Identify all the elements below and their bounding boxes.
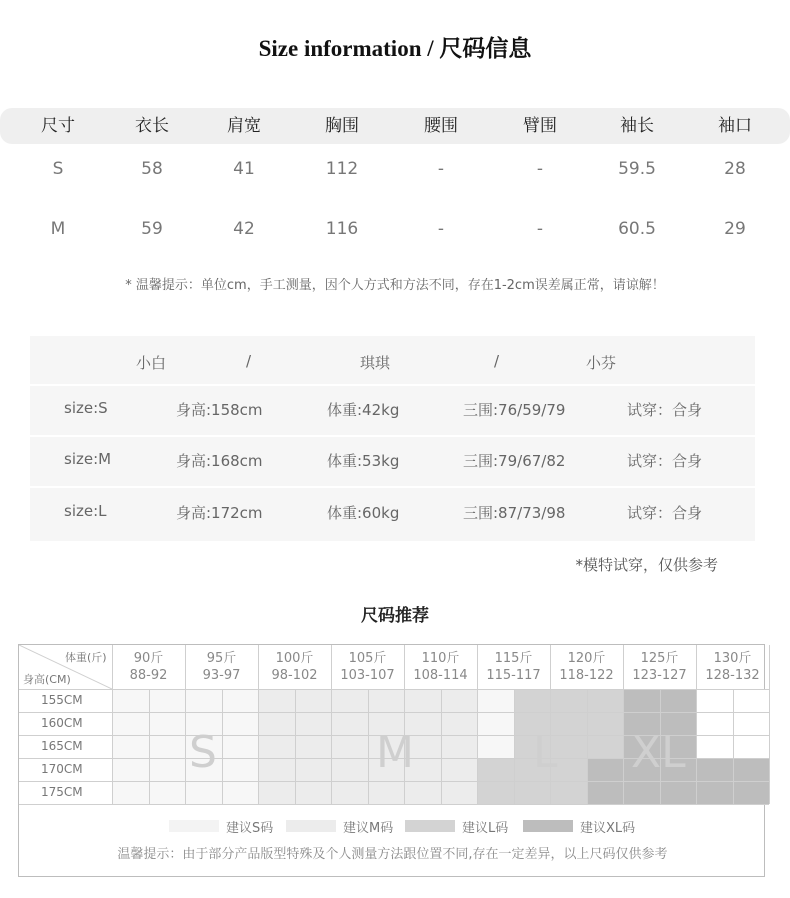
size-header-cell: 袖长 <box>620 116 654 136</box>
size-table-row <box>0 211 790 247</box>
weight-column-header <box>112 650 185 684</box>
size-header-cell: 肩宽 <box>227 116 261 136</box>
size-cell-S <box>149 689 186 712</box>
size-cell-S <box>112 735 149 758</box>
model-attribute: 三围:87/73/98 <box>463 504 566 522</box>
grid-line <box>19 712 769 713</box>
size-header-cell: 腰围 <box>424 116 458 136</box>
size-letter: M <box>376 727 414 778</box>
size-cell-M <box>258 781 295 804</box>
weight-column-header <box>477 650 550 684</box>
size-cell-M <box>295 781 332 804</box>
size-cell-M <box>258 758 295 781</box>
model-attribute: 体重:42kg <box>327 401 400 419</box>
size-cell-M <box>441 758 478 781</box>
size-cell: M <box>50 219 66 239</box>
page-title <box>0 30 790 63</box>
size-cell-M <box>258 735 295 758</box>
title-chinese: 尺码信息 <box>439 36 532 62</box>
weight-column-header <box>623 650 696 684</box>
weight-range: 93-97 <box>202 668 241 683</box>
size-cell-S <box>222 689 259 712</box>
size-cell-M <box>295 689 332 712</box>
size-cell-S <box>185 781 222 804</box>
size-cell-S <box>112 781 149 804</box>
weight-range: 128-132 <box>705 668 760 683</box>
grid-line <box>19 781 769 782</box>
size-cell: 29 <box>724 219 746 239</box>
size-cell: 59 <box>141 219 163 239</box>
weight-column-header <box>258 650 331 684</box>
size-cell-none <box>696 712 733 735</box>
size-cell-XL <box>587 758 624 781</box>
height-row-header: 160CM <box>41 716 83 730</box>
size-cell-M <box>295 758 332 781</box>
weight-range: 88-92 <box>129 668 168 683</box>
weight-range: 98-102 <box>271 668 318 683</box>
model-note: *模特试穿，仅供参考 <box>575 556 718 574</box>
size-cell-M <box>441 689 478 712</box>
size-cell-M <box>331 689 368 712</box>
height-row-header: 155CM <box>41 693 83 707</box>
size-cell-M <box>331 781 368 804</box>
model-attribute: 试穿：合身 <box>627 452 703 470</box>
size-cell-XL <box>660 781 697 804</box>
title-english: Size information / <box>258 36 440 61</box>
weight-range: 123-127 <box>632 668 687 683</box>
model-table <box>30 336 755 541</box>
size-cell-S <box>185 689 222 712</box>
size-cell-L <box>587 712 624 735</box>
legend-label: 建议M码 <box>343 821 394 836</box>
size-cell-S <box>112 758 149 781</box>
height-row-header: 175CM <box>41 785 83 799</box>
weight-label: 130斤 <box>713 651 752 666</box>
legend-swatch <box>523 820 573 832</box>
size-cell: 41 <box>233 159 255 179</box>
weight-column-header <box>550 650 623 684</box>
size-header-cell: 尺寸 <box>41 116 75 136</box>
grid-line <box>769 645 770 804</box>
model-attribute: 身高:158cm <box>176 401 263 419</box>
size-cell-XL <box>696 758 733 781</box>
size-cell-XL <box>733 781 770 804</box>
legend-label: 建议S码 <box>226 821 274 836</box>
weight-label: 120斤 <box>567 651 606 666</box>
size-cell-M <box>368 781 405 804</box>
size-cell: S <box>52 159 64 179</box>
size-cell-L <box>514 781 551 804</box>
weight-range: 115-117 <box>486 668 541 683</box>
weight-range: 108-114 <box>413 668 468 683</box>
measurement-note: * 温馨提示：单位cm，手工测量，因个人方式和方法不同，存在1-2cm误差属正常，请谅解！ <box>125 278 665 293</box>
size-cell-XL <box>733 758 770 781</box>
size-cell-S <box>112 712 149 735</box>
size-cell: 112 <box>325 159 359 179</box>
size-cell-M <box>258 689 295 712</box>
size-cell-M <box>441 712 478 735</box>
size-cell-S <box>477 735 514 758</box>
row-divider <box>30 384 755 386</box>
model-attribute: 试穿：合身 <box>627 504 703 522</box>
size-header-cell: 臂围 <box>523 116 557 136</box>
grid-line <box>441 689 442 804</box>
weight-label: 90斤 <box>133 651 164 666</box>
legend-swatch <box>286 820 336 832</box>
size-cell-S <box>222 781 259 804</box>
size-cell-none <box>733 712 770 735</box>
size-cell: 28 <box>724 159 746 179</box>
size-cell: - <box>437 219 445 239</box>
size-cell-XL <box>623 781 660 804</box>
size-cell-L <box>587 735 624 758</box>
model-attribute: 体重:53kg <box>327 452 400 470</box>
size-cell-L <box>477 758 514 781</box>
size-cell: 60.5 <box>618 219 656 239</box>
grid-line <box>19 689 769 690</box>
size-cell-S <box>477 712 514 735</box>
size-cell: - <box>437 159 445 179</box>
size-cell-S <box>222 735 259 758</box>
model-name: 琪琪 <box>360 354 391 372</box>
size-header-cell: 衣长 <box>135 116 169 136</box>
size-cell-L <box>514 689 551 712</box>
size-table-row <box>0 151 790 187</box>
weight-range: 118-122 <box>559 668 614 683</box>
grid-line <box>368 689 369 804</box>
size-table-header <box>0 108 790 144</box>
size-cell-S <box>222 758 259 781</box>
grid-line <box>222 689 223 804</box>
size-cell-S <box>149 712 186 735</box>
size-cell-S <box>112 689 149 712</box>
size-letter: XL <box>631 727 686 778</box>
size-cell-none <box>733 689 770 712</box>
size-cell-L <box>587 689 624 712</box>
size-cell: 42 <box>233 219 255 239</box>
height-row-header: 170CM <box>41 762 83 776</box>
corner-height-label: 身高(CM) <box>23 673 71 686</box>
model-name: / <box>494 352 500 370</box>
size-letter: L <box>533 727 558 778</box>
size-cell-L <box>550 781 587 804</box>
size-cell-M <box>331 758 368 781</box>
size-cell-M <box>331 712 368 735</box>
grid-line <box>149 689 150 804</box>
model-attribute: 三围:76/59/79 <box>463 401 566 419</box>
size-cell-M <box>441 781 478 804</box>
size-cell-M <box>368 689 405 712</box>
model-name: / <box>246 352 252 370</box>
weight-range: 103-107 <box>340 668 395 683</box>
size-cell: - <box>536 219 544 239</box>
model-attribute: 体重:60kg <box>327 504 400 522</box>
size-cell-M <box>295 712 332 735</box>
model-attribute: size:M <box>64 450 112 468</box>
size-cell-S <box>149 781 186 804</box>
size-recommend-grid <box>18 644 765 877</box>
size-header-cell: 胸围 <box>325 116 359 136</box>
model-name: 小白 <box>136 354 167 372</box>
size-cell-M <box>295 735 332 758</box>
weight-label: 125斤 <box>640 651 679 666</box>
size-header-cell: 袖口 <box>718 116 752 136</box>
grid-line <box>514 689 515 804</box>
weight-column-header <box>331 650 404 684</box>
size-cell: 59.5 <box>618 159 656 179</box>
size-cell-S <box>477 689 514 712</box>
model-attribute: 试穿：合身 <box>627 401 703 419</box>
model-attribute: 身高:168cm <box>176 452 263 470</box>
model-attribute: 三围:79/67/82 <box>463 452 566 470</box>
size-cell-XL <box>660 689 697 712</box>
legend-swatch <box>169 820 219 832</box>
legend-label: 建议L码 <box>462 821 509 836</box>
legend-swatch <box>405 820 455 832</box>
grid-line <box>733 689 734 804</box>
size-cell: 116 <box>325 219 359 239</box>
weight-column-header <box>404 650 477 684</box>
size-cell-XL <box>587 781 624 804</box>
size-cell-M <box>331 735 368 758</box>
recommend-note: 温馨提示：由于部分产品版型特殊及个人测量方法跟位置不同,存在一定差异，以上尺码仅供参考 <box>117 847 668 862</box>
size-cell-L <box>477 781 514 804</box>
size-cell-L <box>550 689 587 712</box>
model-name: 小芬 <box>586 354 617 372</box>
weight-label: 100斤 <box>275 651 314 666</box>
row-divider <box>30 435 755 437</box>
size-cell-M <box>258 712 295 735</box>
weight-label: 105斤 <box>348 651 387 666</box>
size-cell-S <box>222 712 259 735</box>
weight-column-header <box>696 650 769 684</box>
size-cell-none <box>733 735 770 758</box>
weight-label: 95斤 <box>206 651 237 666</box>
weight-label: 110斤 <box>421 651 460 666</box>
row-divider <box>30 486 755 488</box>
model-attribute: 身高:172cm <box>176 504 263 522</box>
weight-column-header <box>185 650 258 684</box>
model-attribute: size:L <box>64 502 107 520</box>
model-attribute: size:S <box>64 399 108 417</box>
recommend-title: 尺码推荐 <box>361 606 429 626</box>
grid-line <box>295 689 296 804</box>
size-cell-XL <box>696 781 733 804</box>
size-cell-M <box>404 781 441 804</box>
size-cell: 58 <box>141 159 163 179</box>
height-row-header: 165CM <box>41 739 83 753</box>
size-cell-S <box>149 758 186 781</box>
size-letter: S <box>189 727 217 778</box>
grid-line <box>587 689 588 804</box>
legend-label: 建议XL码 <box>580 821 636 836</box>
size-cell-S <box>149 735 186 758</box>
grid-line <box>19 804 769 805</box>
size-cell: - <box>536 159 544 179</box>
size-cell-XL <box>623 689 660 712</box>
size-cell-M <box>404 689 441 712</box>
size-cell-M <box>441 735 478 758</box>
corner-weight-label: 体重(斤) <box>65 651 107 664</box>
size-cell-none <box>696 735 733 758</box>
weight-label: 115斤 <box>494 651 533 666</box>
size-cell-none <box>696 689 733 712</box>
